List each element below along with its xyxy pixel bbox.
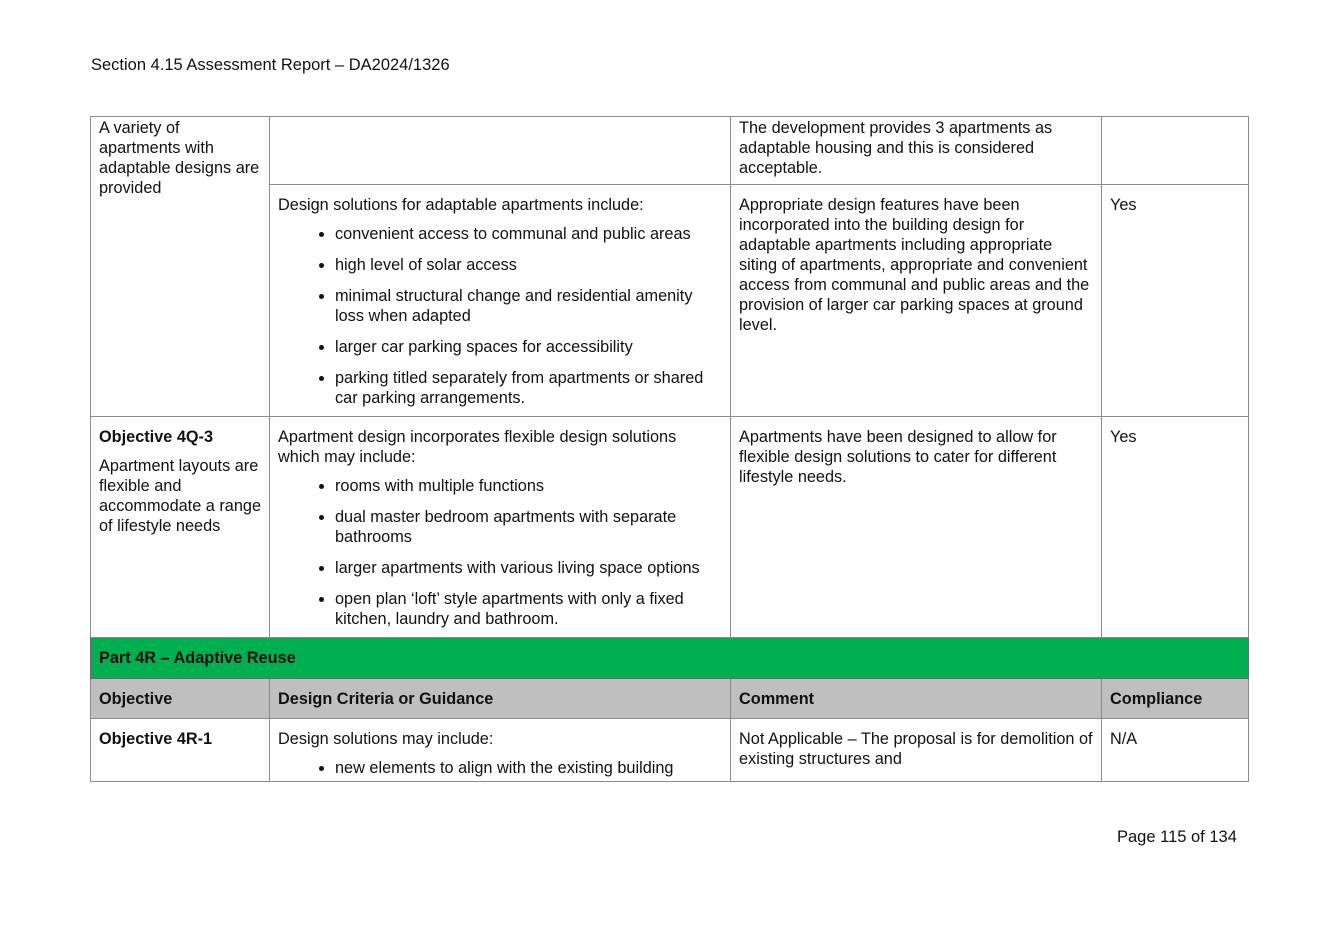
criteria-bullet-list xyxy=(278,758,722,778)
criteria-bullet-list xyxy=(278,476,722,629)
page-number: Page 115 of 134 xyxy=(1117,828,1237,846)
column-header-objective: Objective xyxy=(91,679,270,719)
objective-text: Apartment layouts are flexible and accommodate a range of lifestyle needs xyxy=(99,457,262,535)
list-item: • high level of solar access xyxy=(335,255,722,275)
list-item: • convenient access to communal and public areas xyxy=(335,224,722,244)
assessment-table xyxy=(90,116,1249,782)
section-title: Part 4R – Adaptive Reuse xyxy=(91,638,1249,679)
comment-text: Not Applicable – The proposal is for demolition of existing structures and xyxy=(739,730,1093,768)
criteria-cell xyxy=(270,417,731,638)
criteria-cell xyxy=(270,185,731,417)
table-row xyxy=(91,117,1249,185)
objective-title: Objective 4Q-3 xyxy=(99,428,214,446)
column-header-comment: Comment xyxy=(731,679,1102,719)
objective-cell xyxy=(91,117,270,417)
list-item: • larger car parking spaces for accessibility xyxy=(335,337,722,357)
column-header-compliance: Compliance xyxy=(1102,679,1249,719)
criteria-intro: Apartment design incorporates flexible design solutions which may include: xyxy=(278,428,677,466)
column-header-row xyxy=(91,679,1249,719)
comment-cell xyxy=(731,185,1102,417)
comment-text: Apartments have been designed to allow for flexible design solutions to cater for different lifestyle needs. xyxy=(739,428,1057,486)
comment-text: The development provides 3 apartments as adaptable housing and this is considered acceptable. xyxy=(739,119,1053,177)
objective-text: A variety of apartments with adaptable designs are provided xyxy=(99,119,260,197)
list-item: • minimal structural change and residential amenity loss when adapted xyxy=(335,286,722,326)
compliance-cell: Yes xyxy=(1102,185,1249,417)
criteria-intro: Design solutions may include: xyxy=(278,730,494,748)
criteria-cell xyxy=(270,117,731,185)
page-header-title: Section 4.15 Assessment Report – DA2024/1326 xyxy=(91,56,450,74)
objective-title: Objective 4R-1 xyxy=(99,730,213,748)
comment-cell xyxy=(731,417,1102,638)
list-item: • open plan ‘loft’ style apartments with only a fixed kitchen, laundry and bathroom. xyxy=(335,589,722,629)
table-row xyxy=(91,719,1249,782)
criteria-intro: Design solutions for adaptable apartments include: xyxy=(278,196,644,214)
compliance-cell xyxy=(1102,117,1249,185)
comment-text: Appropriate design features have been incorporated into the building design for adaptable apartments including appropriate siting of apartments, appropriate and convenient access from communal and public areas and the provision of larger car parking spaces at ground level. xyxy=(739,196,1090,334)
list-item: • rooms with multiple functions xyxy=(335,476,722,496)
list-item: • new elements to align with the existing building xyxy=(335,758,722,778)
column-header-criteria: Design Criteria or Guidance xyxy=(270,679,731,719)
compliance-cell: N/A xyxy=(1102,719,1249,782)
list-item: • parking titled separately from apartments or shared car parking arrangements. xyxy=(335,368,722,408)
table-row xyxy=(91,417,1249,638)
objective-cell xyxy=(91,417,270,638)
list-item: • larger apartments with various living space options xyxy=(335,558,722,578)
objective-cell xyxy=(91,719,270,782)
section-header-row xyxy=(91,638,1249,679)
criteria-bullet-list xyxy=(278,224,722,408)
comment-cell xyxy=(731,117,1102,185)
comment-cell xyxy=(731,719,1102,782)
criteria-cell xyxy=(270,719,731,782)
compliance-cell: Yes xyxy=(1102,417,1249,638)
list-item: • dual master bedroom apartments with separate bathrooms xyxy=(335,507,722,547)
